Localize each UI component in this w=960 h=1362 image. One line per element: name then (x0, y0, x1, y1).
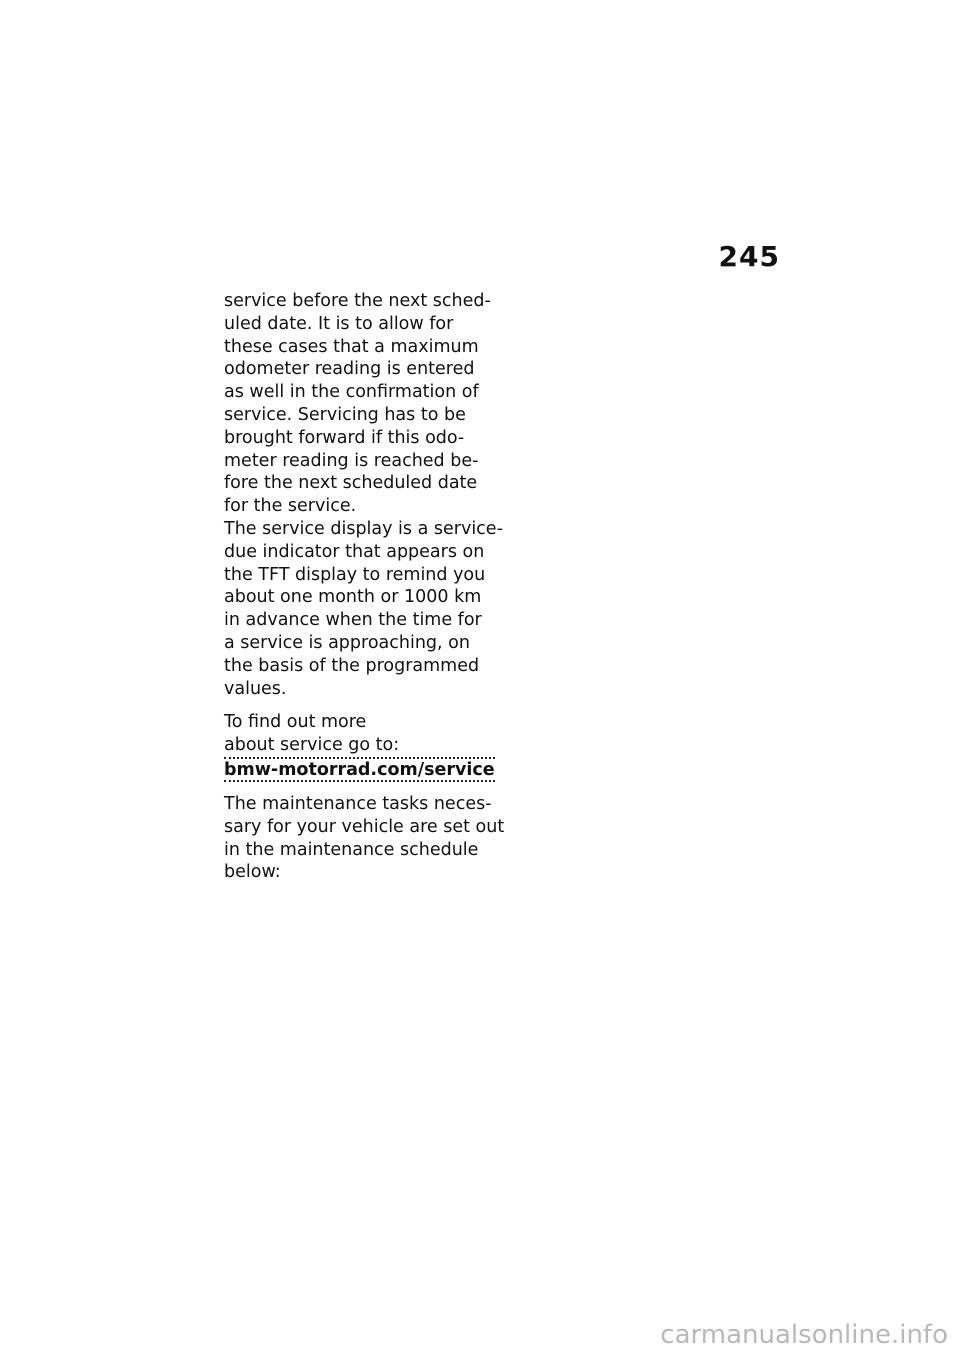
text-line: these cases that a maximum (224, 336, 479, 357)
text-line: meter reading is reached be- (224, 450, 479, 471)
service-link[interactable]: bmw-motorrad.com/service (224, 757, 495, 782)
text-line: fore the next scheduled date (224, 473, 478, 494)
text-line: in the maintenance schedule (224, 839, 479, 860)
text-line: due indicator that appears on (224, 541, 485, 562)
text-line: brought forward if this odo- (224, 427, 465, 448)
paragraph-maintenance-tasks (224, 793, 505, 884)
paragraph-service-display (224, 518, 503, 700)
text-line: sary for your vehicle are set out (224, 816, 505, 837)
text-line: To find out more (224, 712, 367, 733)
text-line: about one month or 1000 km (224, 587, 482, 608)
text-line: for the service. (224, 496, 357, 517)
text-line: The maintenance tasks neces- (224, 793, 492, 814)
text-line: odometer reading is entered (224, 359, 475, 380)
text-column (224, 290, 505, 884)
text-line: uled date. It is to allow for (224, 313, 454, 334)
text-line: a service is approaching, on (224, 632, 470, 653)
paragraph-service-schedule (224, 290, 499, 518)
watermark: carmanualsonline.info (660, 1320, 948, 1350)
text-line: below: (224, 862, 281, 883)
text-line: about service go to: (224, 735, 400, 756)
text-line: as well in the confirmation of (224, 382, 479, 403)
text-line: The service display is a service- (224, 518, 503, 539)
text-line: values. (224, 678, 287, 699)
text-line: in advance when the time for (224, 610, 482, 631)
text-line: the basis of the programmed (224, 655, 480, 676)
text-line: service. Servicing has to be (224, 404, 466, 425)
text-line: the TFT display to remind you (224, 564, 486, 585)
paragraph-more-info (224, 711, 499, 782)
page-number: 245 (718, 240, 780, 273)
text-line: service before the next sched- (224, 291, 491, 311)
